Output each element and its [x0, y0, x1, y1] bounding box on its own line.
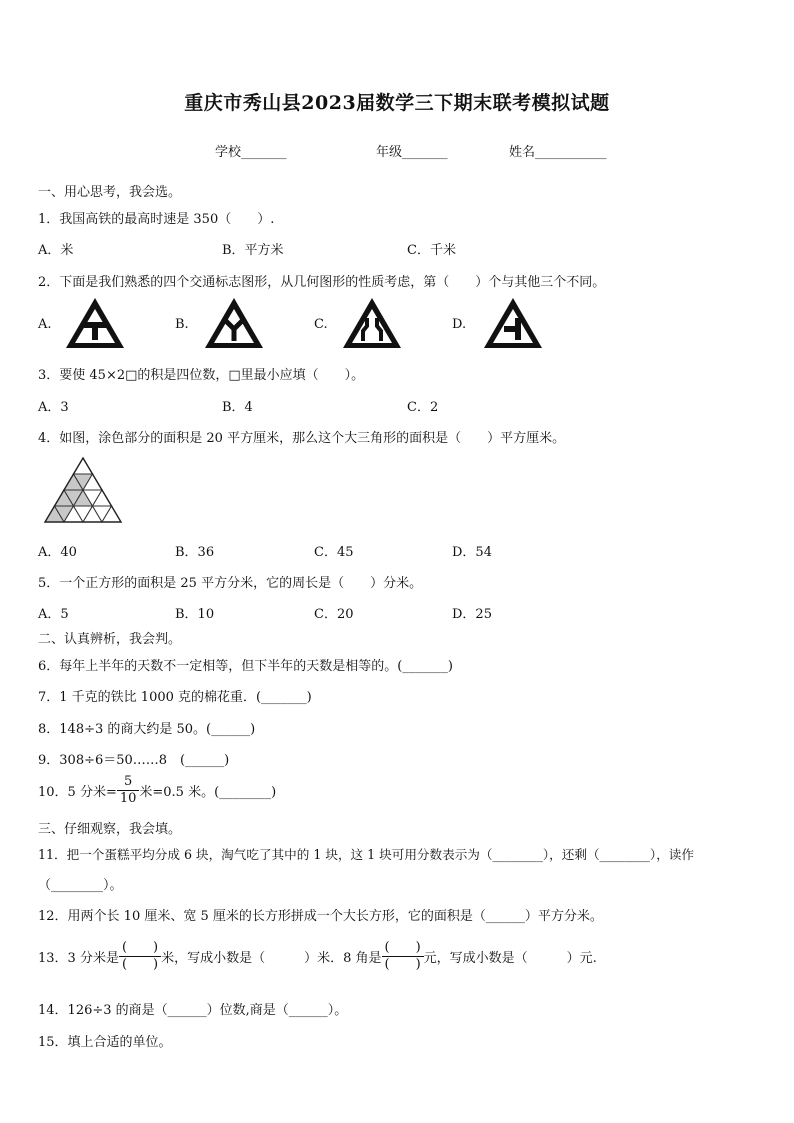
q3-option-b: B．4: [222, 400, 253, 415]
q1-option-a: A．米: [38, 243, 74, 258]
traffic-sign-b-icon: [203, 296, 265, 350]
q10-fraction-denominator: 10: [119, 791, 137, 806]
q3-option-c: C．2: [407, 400, 439, 415]
q13-fraction-1: [119, 940, 161, 973]
q13-fraction-2-denominator: ( ): [384, 957, 421, 972]
question-11-line-2: （________）。: [38, 878, 123, 893]
q5-option-c: C．20: [314, 607, 354, 622]
traffic-sign-d-icon: [482, 296, 544, 350]
q5-option-b: B．10: [175, 607, 215, 622]
q13-part-1: 13．3 分米是: [38, 951, 119, 966]
q4-option-c: C．45: [314, 545, 354, 560]
q10-fraction-numerator: 5: [117, 774, 140, 791]
page-title: 重庆市秀山县2023届数学三下期末联考模拟试题: [184, 92, 610, 114]
question-5: 5．一个正方形的面积是 25 平方分米，它的周长是（ ）分米。: [38, 576, 423, 591]
q13-fraction-1-numerator: ( ): [119, 940, 161, 957]
section-2-heading: 二、认真辨析，我会判。: [38, 632, 182, 647]
traffic-sign-c-icon: [341, 296, 403, 350]
q4-option-d: D．54: [452, 545, 492, 560]
q10-fraction: [117, 774, 140, 807]
question-14: 14．126÷3 的商是（______）位数,商是（______）。: [38, 1003, 348, 1018]
q4-option-b: B．36: [175, 545, 215, 560]
traffic-sign-a-icon: [64, 296, 126, 350]
school-field: 学校_______: [215, 145, 287, 160]
question-3: 3．要使 45×2□的积是四位数，□里最小应填（ ）。: [38, 368, 365, 383]
q10-prefix: 10．5 分米=: [38, 785, 117, 800]
question-11-line-1: 11．把一个蛋糕平均分成 6 块，淘气吃了其中的 1 块，这 1 块可用分数表示为（________），还剩（________），读作: [38, 847, 694, 862]
question-10: [38, 774, 276, 807]
q5-option-d: D．25: [452, 607, 492, 622]
q13-fraction-2-numerator: ( ): [382, 940, 424, 957]
triangle-figure: [40, 456, 126, 528]
question-2: 2．下面是我们熟悉的四个交通标志图形，从几何图形的性质考虑，第（ ）个与其他三个不同。: [38, 275, 606, 290]
grade-field: 年级_______: [376, 145, 448, 160]
q1-option-c: C．千米: [407, 243, 456, 258]
name-field: 姓名___________: [509, 145, 607, 160]
q2-option-c: C.: [314, 317, 328, 332]
q10-suffix: 米=0.5 米。(________): [139, 785, 277, 800]
question-13: [38, 940, 597, 973]
q1-option-b: B．平方米: [222, 243, 284, 258]
q13-part-2: 米，写成小数是（ ）米．8 角是: [161, 951, 382, 966]
question-6: 6．每年上半年的天数不一定相等，但下半年的天数是相等的。(_______): [38, 659, 453, 674]
question-15: 15．填上合适的单位。: [38, 1035, 172, 1050]
question-4: 4．如图，涂色部分的面积是 20 平方厘米，那么这个大三角形的面积是（ ）平方厘米。: [38, 431, 566, 446]
question-8: 8．148÷3 的商大约是 50。(______): [38, 722, 256, 737]
q3-option-a: A．3: [38, 400, 69, 415]
section-1-heading: 一、用心思考，我会选。: [38, 185, 182, 200]
q5-option-a: A．5: [38, 607, 69, 622]
question-12: 12．用两个长 10 厘米、宽 5 厘米的长方形拼成一个大长方形，它的面积是（______）平方分米。: [38, 909, 603, 924]
q2-option-b: B.: [175, 317, 189, 332]
q2-option-d: D.: [452, 317, 467, 332]
q2-option-a: A.: [38, 317, 52, 332]
q13-fraction-2: [382, 940, 424, 973]
question-7: 7．1 千克的铁比 1000 克的棉花重．(_______): [38, 690, 312, 705]
q13-part-3: 元，写成小数是（ ）元.: [423, 951, 597, 966]
q13-fraction-1-denominator: ( ): [121, 957, 159, 972]
question-9: 9．308÷6＝50……8 (______): [38, 753, 230, 768]
q4-option-a: A．40: [38, 545, 77, 560]
section-3-heading: 三、仔细观察，我会填。: [38, 822, 182, 837]
question-1: 1．我国高铁的最高时速是 350（ ）.: [38, 212, 275, 227]
